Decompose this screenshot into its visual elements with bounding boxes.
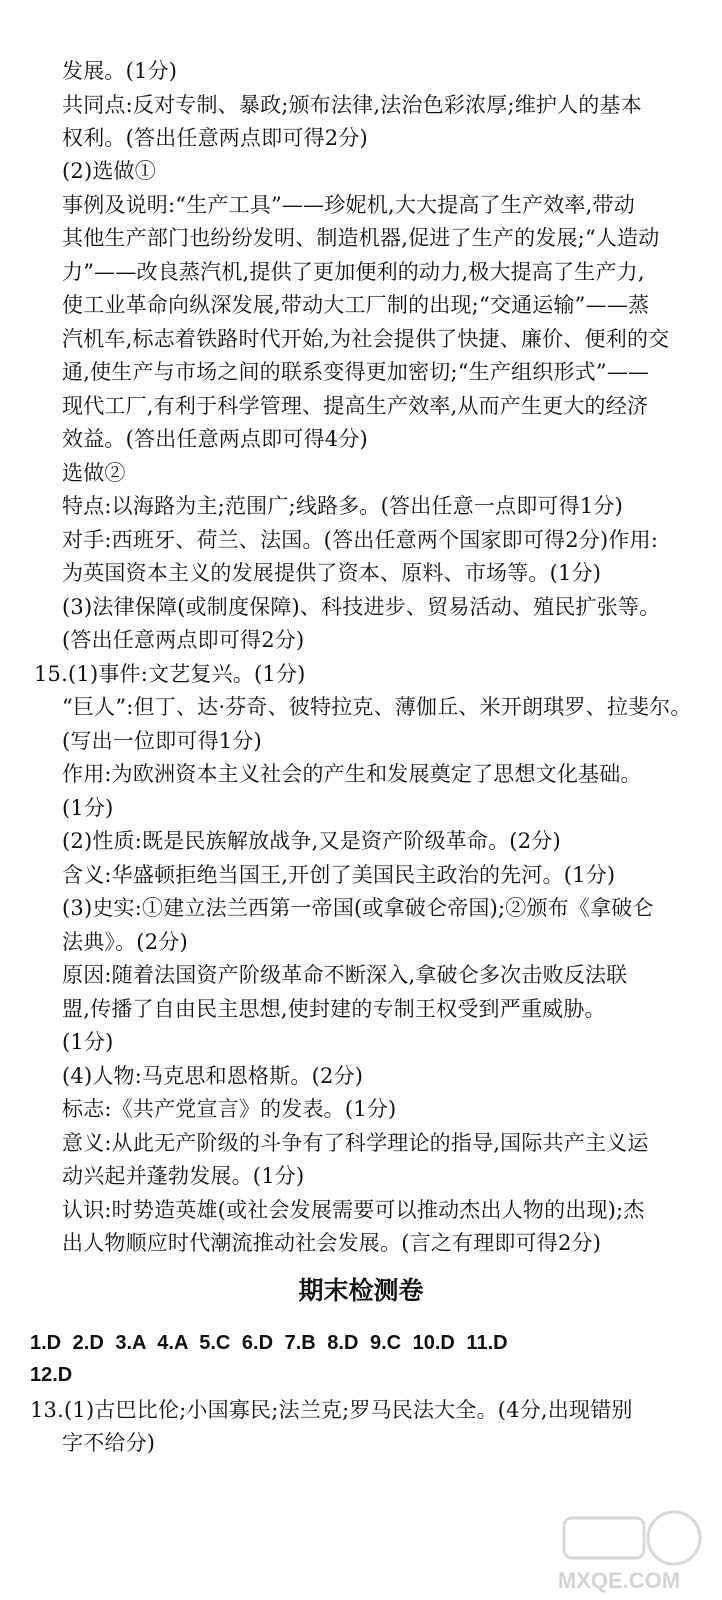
text-line: 发展。(1分): [62, 59, 178, 83]
text-line: (2)性质:既是民族解放战争,又是资产阶级革命。(2分): [62, 829, 561, 853]
section-heading: 期末检测卷: [298, 1276, 424, 1305]
text-line: 事例及说明:“生产工具”——珍妮机,大大提高了生产效率,带动: [62, 193, 635, 217]
text-line: 力”——改良蒸汽机,提供了更加便利的动力,极大提高了生产力,: [62, 260, 645, 284]
text-line: 出人物顺应时代潮流推动社会发展。(言之有理即可得2分): [62, 1231, 602, 1255]
text-line: 盟,传播了自由民主思想,使封建的专制王权受到严重威胁。: [62, 997, 606, 1021]
text-line: 选做②: [62, 461, 126, 485]
text-line: 作用:为欧洲资本主义社会的产生和发展奠定了思想文化基础。: [62, 762, 642, 786]
text-line: 为英国资本主义的发展提供了资本、原料、市场等。(1分): [62, 561, 602, 585]
text-line: 效益。(答出任意两点即可得4分): [62, 427, 368, 451]
watermark-frame: [564, 1518, 644, 1558]
text-line: 法典》。(2分): [62, 930, 188, 954]
text-line: 动兴起并蓬勃发展。(1分): [62, 1164, 305, 1188]
text-line: (3)法律保障(或制度保障)、科技进步、贸易活动、殖民扩张等。: [62, 595, 661, 619]
text-line: 通,使生产与市场之间的联系变得更加密切;“生产组织形式”——: [62, 360, 650, 384]
answer-key-row: 1.D 2.D 3.A 4.A 5.C 6.D 7.B 8.D 9.C 10.D 11.D: [30, 1332, 508, 1354]
text-line: 特点:以海路为主;范围广;线路多。(答出任意一点即可得1分): [62, 494, 623, 518]
text-line: (1分): [62, 1030, 114, 1054]
watermark-circle: [648, 1512, 700, 1564]
text-line: “巨人”:但丁、达·芬奇、彼特拉克、薄伽丘、米开朗琪罗、拉斐尔。: [62, 695, 692, 719]
text-line: 对手:西班牙、荷兰、法国。(答出任意两个国家即可得2分)作用:: [62, 528, 659, 552]
text-line: 标志:《共产党宣言》的发表。(1分): [62, 1097, 397, 1121]
text-line: 其他生产部门也纷纷发明、制造机器,促进了生产的发展;“人造动: [62, 226, 660, 250]
text-line: (答出任意两点即可得2分): [62, 628, 305, 652]
answer-key-row: 12.D: [30, 1364, 73, 1386]
text-line: (3)史实:①建立法兰西第一帝国(或拿破仑帝国);②颁布《拿破仑: [62, 896, 654, 920]
text-line: 含义:华盛顿拒绝当国王,开创了美国民主政治的先河。(1分): [62, 863, 616, 887]
question-13-line: 13.(1)古巴比伦;小国寡民;法兰克;罗马民法大全。(4分,出现错别: [30, 1398, 633, 1422]
question-15-line: 15.(1)事件:文艺复兴。(1分): [34, 662, 306, 686]
text-line: (1分): [62, 796, 114, 820]
text-line: 意义:从此无产阶级的斗争有了科学理论的指导,国际共产主义运: [62, 1131, 649, 1155]
text-line: 认识:时势造英雄(或社会发展需要可以推动杰出人物的出现);杰: [62, 1198, 645, 1222]
text-line: 原因:随着法国资产阶级革命不断深入,拿破仑多次击败反法联: [62, 963, 628, 987]
text-line: (4)人物:马克思和恩格斯。(2分): [62, 1064, 364, 1088]
text-line: (写出一位即可得1分): [62, 729, 262, 753]
text-line: 权利。(答出任意两点即可得2分): [62, 126, 368, 150]
watermark-url: MXQE.COM: [557, 1568, 681, 1593]
text-line: 现代工厂,有利于科学管理、提高生产效率,从而产生更大的经济: [62, 394, 649, 418]
text-line: (2)选做①: [62, 159, 156, 183]
text-line: 共同点:反对专制、暴政;颁布法律,法治色彩浓厚;维护人的基本: [62, 93, 642, 117]
text-line: 使工业革命向纵深发展,带动大工厂制的出现;“交通运输”——蒸: [62, 293, 650, 317]
watermark-logo: [524, 1504, 714, 1596]
text-line: 字不给分): [62, 1431, 156, 1455]
text-line: 汽机车,标志着铁路时代开始,为社会提供了快捷、廉价、便利的交: [62, 327, 670, 351]
